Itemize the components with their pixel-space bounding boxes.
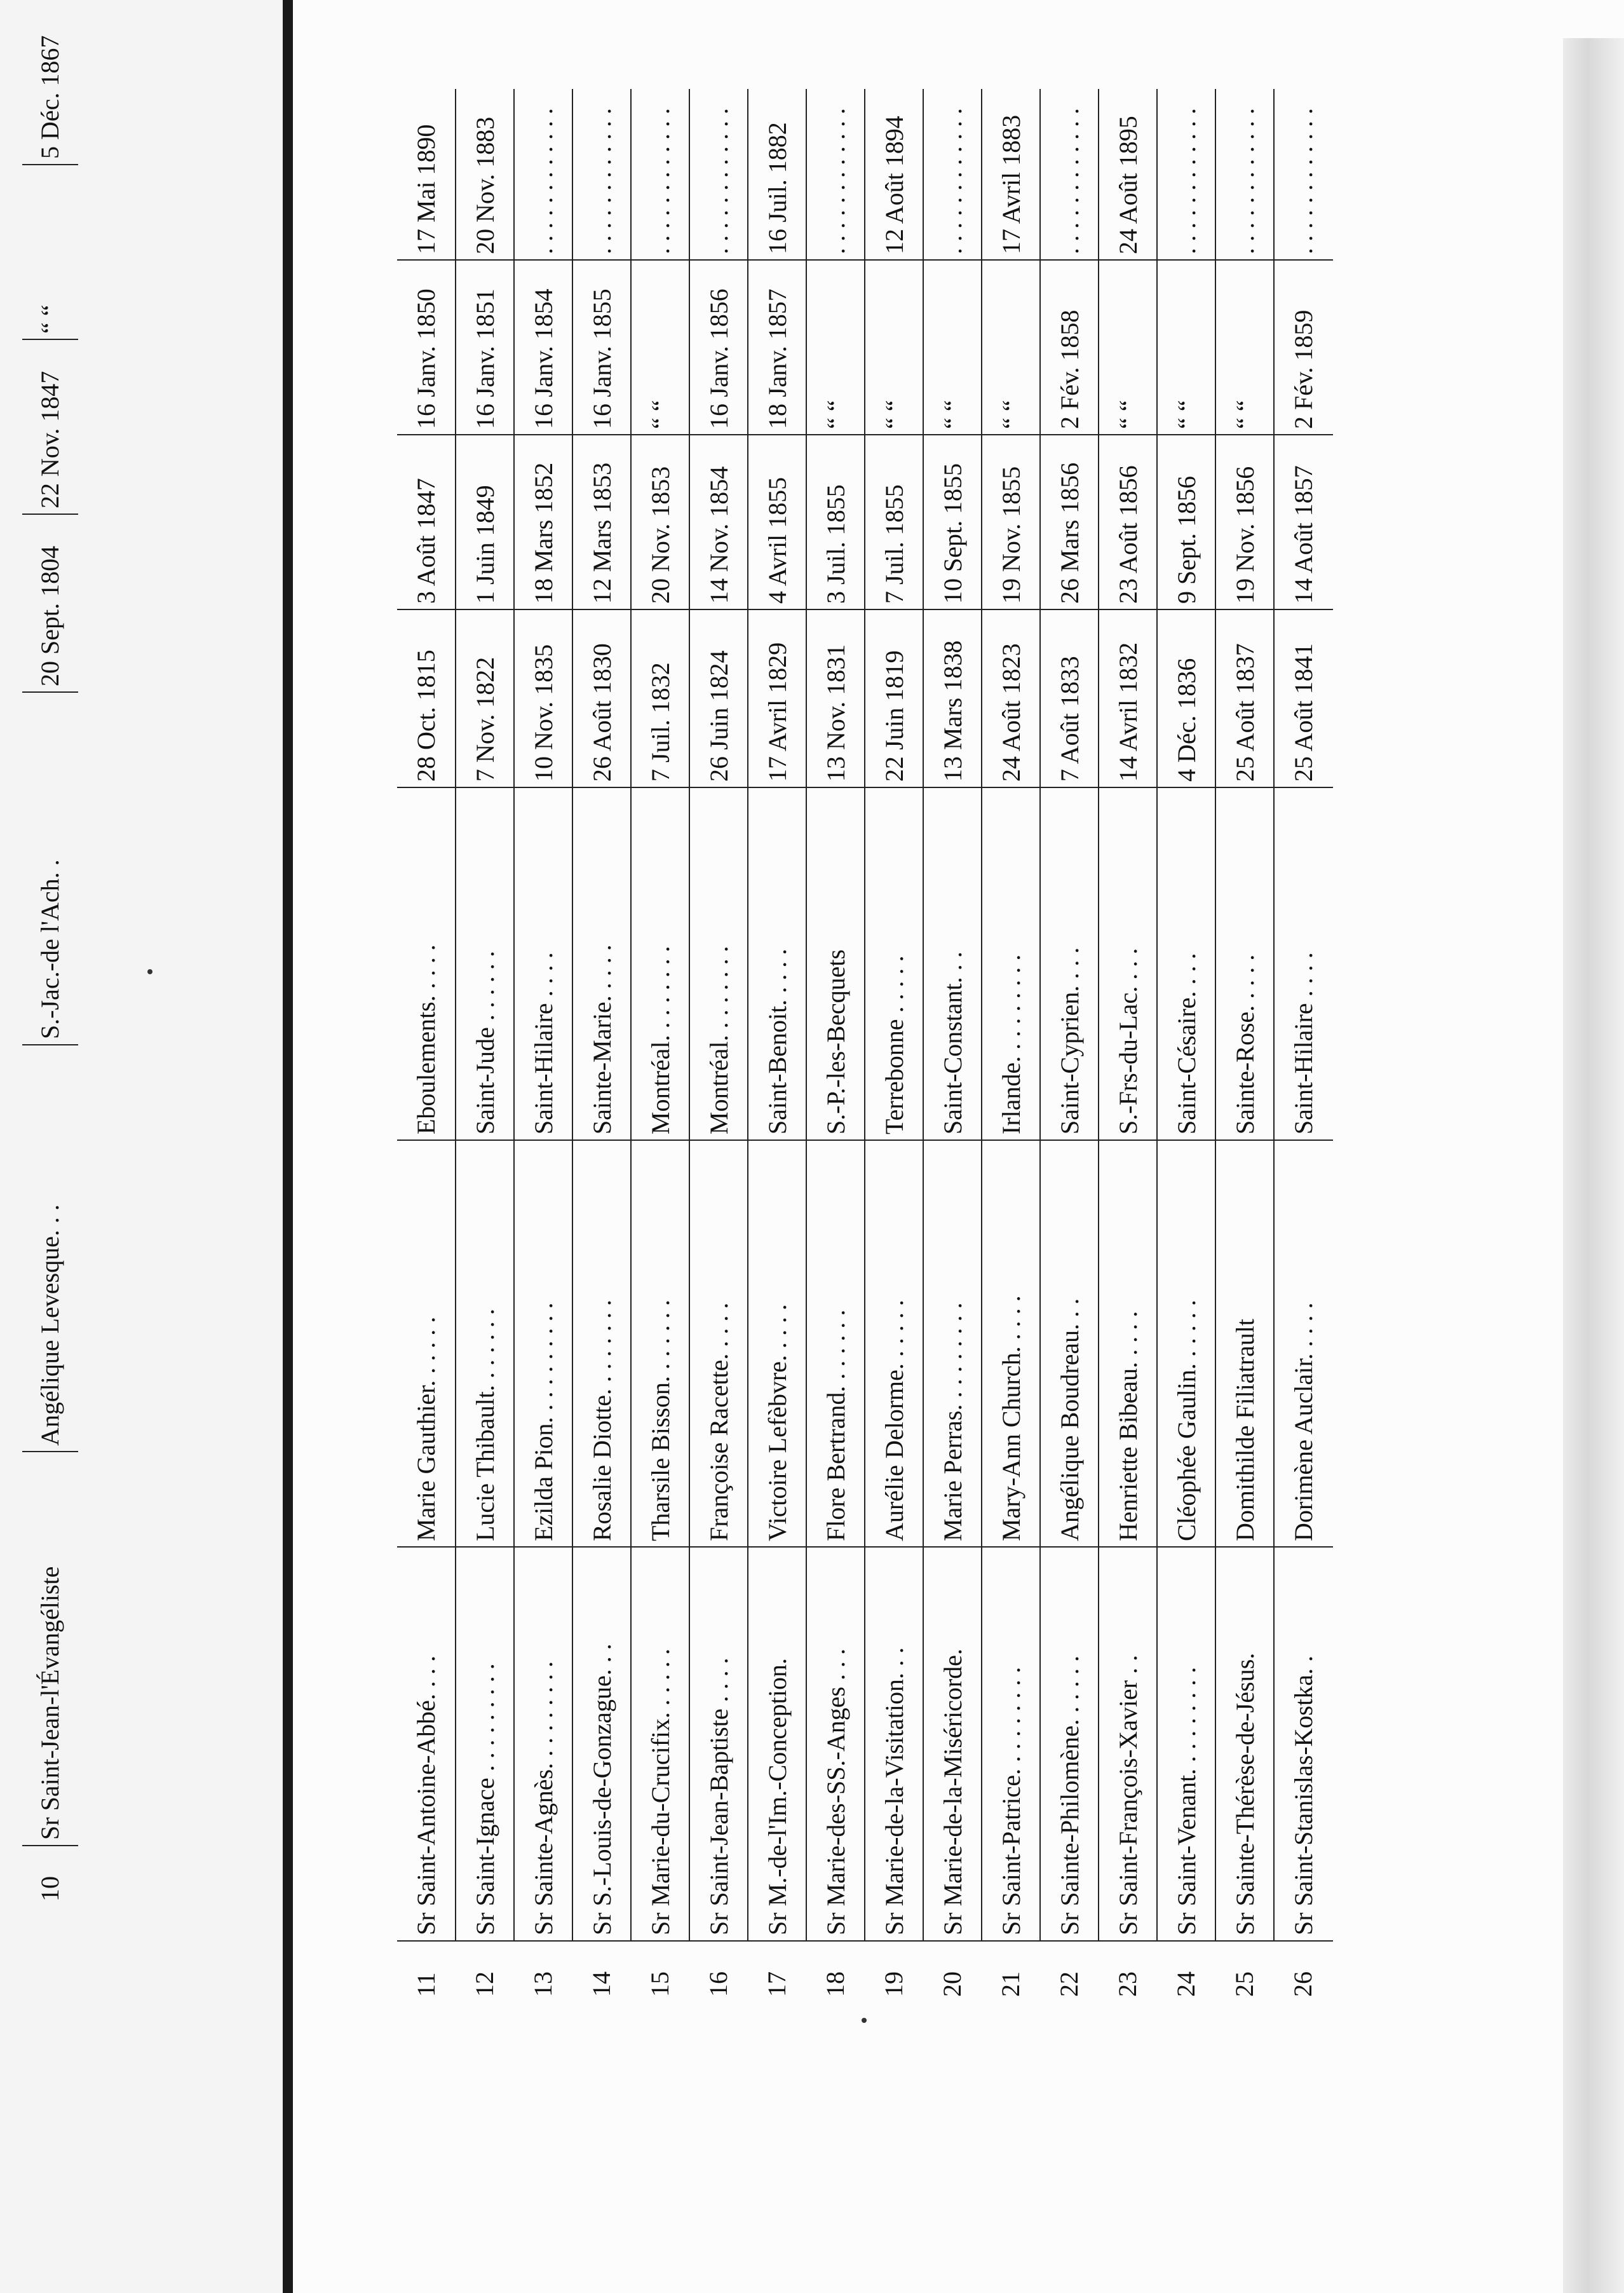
table-row	[22, 0, 78, 1907]
death-date: . . . . . . . . . . . .	[1215, 89, 1275, 261]
family-name: Domithilde Filiatrault	[1215, 1141, 1275, 1548]
profession-date: “ “	[1156, 261, 1216, 435]
row-number: 16	[704, 1971, 733, 1997]
death-date: 20 Nov. 1883	[455, 89, 515, 261]
table-row	[456, 89, 514, 2002]
profession-date: “ “	[864, 261, 924, 435]
entry-date: 9 Sept. 1856	[1156, 435, 1216, 610]
birthplace: Saint-Hilaire . . . .	[513, 788, 573, 1141]
table-row	[1215, 89, 1274, 2002]
row-number: 20	[938, 1971, 966, 1997]
page-edge	[1563, 38, 1624, 2293]
table-row	[631, 89, 689, 2002]
profession-date: 16 Janv. 1854	[513, 261, 573, 435]
religious-name: Sr Sainte-Agnès. . . . . . . . .	[513, 1548, 573, 1942]
death-date: . . . . . . . . . . . .	[1039, 89, 1099, 261]
birth-date: 26 Août 1830	[572, 610, 632, 788]
death-date: . . . . . . . . . . . .	[1156, 89, 1216, 261]
row-number: 24	[1172, 1971, 1200, 1997]
death-date: . . . . . . . . . . . .	[923, 89, 982, 261]
profession-date: 2 Fév. 1859	[1273, 261, 1333, 435]
death-date: . . . . . . . . . . . .	[689, 89, 748, 261]
birth-date: 13 Nov. 1831	[806, 610, 865, 788]
religious-name: Sr Saint-Venant. . . . . . . . .	[1156, 1548, 1216, 1942]
religious-name: Sr M.-de-l'Im.-Conception.	[747, 1548, 807, 1942]
birthplace: S.-P.-les-Becquets	[806, 788, 865, 1141]
religious-name: Sr Sainte-Thérèse-de-Jésus.	[1215, 1548, 1275, 1942]
birthplace: Saint-Hilaire . . . .	[1273, 788, 1333, 1141]
profession-date: 16 Janv. 1855	[572, 261, 632, 435]
birthplace: Saint-Césaire. . . .	[1156, 788, 1216, 1141]
entry-date: 19 Nov. 1856	[1215, 435, 1275, 610]
religious-name: Sr Saint-Antoine-Abbé. . . .	[397, 1548, 456, 1942]
family-name: Marie Gauthier. . . . . .	[397, 1141, 456, 1548]
entry-date: 22 Nov. 1847	[22, 340, 78, 515]
religious-name: Sr Sainte-Philomène. . . . . .	[1039, 1548, 1099, 1942]
birth-date: 4 Déc. 1836	[1156, 610, 1216, 788]
birthplace: S.-Jac.-de l'Ach. .	[22, 693, 78, 1045]
death-date: . . . . . . . . . . . .	[630, 89, 690, 261]
birthplace: Sainte-Marie. . . . .	[572, 788, 632, 1141]
birth-date: 28 Oct. 1815	[397, 610, 456, 788]
row-number: 21	[996, 1971, 1025, 1997]
row-number: 14	[587, 1971, 616, 1997]
birthplace: Saint-Cyprien. . . .	[1039, 788, 1099, 1141]
family-name: Victoire Lefèbvre. . . . .	[747, 1141, 807, 1548]
entry-date: 12 Mars 1853	[572, 435, 632, 610]
table-row	[397, 89, 456, 2002]
death-date: 24 Août 1895	[1098, 89, 1158, 261]
religious-name: Sr Saint-Patrice. . . . . . . . .	[981, 1548, 1041, 1942]
profession-date: “ “	[923, 261, 982, 435]
family-name: Marie Perras. . . . . . . . .	[923, 1141, 982, 1548]
row-number: 11	[412, 1972, 440, 1997]
birth-date: 25 Août 1841	[1273, 610, 1333, 788]
death-date: . . . . . . . . . . . .	[1273, 89, 1333, 261]
entry-date: 4 Avril 1855	[747, 435, 807, 610]
table-row	[514, 89, 572, 2002]
birthplace: Eboulements. . . . .	[397, 788, 456, 1141]
profession-date: “ “	[1215, 261, 1275, 435]
religious-name: Sr Marie-de-la-Visitation. . .	[864, 1548, 924, 1942]
death-date: 5 Déc. 1867	[22, 0, 78, 165]
family-name: Cléophée Gaulin. . . . . .	[1156, 1141, 1216, 1548]
table-row	[1274, 89, 1332, 2002]
profession-date: “ “	[981, 261, 1041, 435]
religious-name: Sr Marie-de-la-Miséricorde.	[923, 1548, 982, 1942]
entry-date: 7 Juil. 1855	[864, 435, 924, 610]
birth-date: 17 Avril 1829	[747, 610, 807, 788]
birth-date: 7 Nov. 1822	[455, 610, 515, 788]
death-date: 17 Avril 1883	[981, 89, 1041, 261]
profession-date: 16 Janv. 1851	[455, 261, 515, 435]
entry-date: 10 Sept. 1855	[923, 435, 982, 610]
birthplace: Irlande. . . . . . . . .	[981, 788, 1041, 1141]
religious-name: Sr Saint-Jean-l'Évangéliste	[22, 1452, 78, 1846]
birthplace: Saint-Jude . . . . . .	[455, 788, 515, 1141]
entry-date: 20 Nov. 1853	[630, 435, 690, 610]
table-row	[1099, 89, 1157, 2002]
family-name: Angélique Levesque. . .	[22, 1045, 78, 1452]
row-number: 22	[1055, 1971, 1083, 1997]
birthplace: Terrebonne . . . . .	[864, 788, 924, 1141]
row-number: 17	[762, 1971, 791, 1997]
birth-date: 26 Juin 1824	[689, 610, 748, 788]
entry-date: 26 Mars 1856	[1039, 435, 1099, 610]
family-name: Françoise Racette. . . . .	[689, 1141, 748, 1548]
profession-date: 16 Janv. 1850	[397, 261, 456, 435]
family-name: Henriette Bibeau. . . . .	[1098, 1141, 1158, 1548]
previous-page-table	[22, 0, 78, 1907]
row-number: 26	[1289, 1971, 1317, 1997]
row-number: 25	[1230, 1971, 1259, 1997]
family-name: Lucie Thibault. . . . . . .	[455, 1141, 515, 1548]
birth-date: 20 Sept. 1804	[22, 515, 78, 693]
profession-date: 2 Fév. 1858	[1039, 261, 1099, 435]
table-row	[982, 89, 1040, 2002]
family-name: Aurélie Delorme. . . . . .	[864, 1141, 924, 1548]
death-date: . . . . . . . . . . . .	[572, 89, 632, 261]
table-row	[689, 89, 748, 2002]
birth-date: 13 Mars 1838	[923, 610, 982, 788]
family-name: Angélique Boudreau. . .	[1039, 1141, 1099, 1548]
family-name: Ezilda Pion. . . . . . . . . .	[513, 1141, 573, 1548]
birthplace: Saint-Constant. . .	[923, 788, 982, 1141]
religious-name: Sr Saint-Stanislas-Kostka. .	[1273, 1548, 1333, 1942]
table-row	[865, 89, 923, 2002]
family-name: Mary-Ann Church. . . . .	[981, 1141, 1041, 1548]
birthplace: Montréal. . . . . . . .	[689, 788, 748, 1141]
birth-date: 22 Juin 1819	[864, 610, 924, 788]
religious-name: Sr Marie-du-Crucifix. . . . . .	[630, 1548, 690, 1942]
death-date: 17 Mai 1890	[397, 89, 456, 261]
row-number: 19	[879, 1971, 908, 1997]
family-name: Dorimène Auclair. . . . .	[1273, 1141, 1333, 1548]
entry-date: 18 Mars 1852	[513, 435, 573, 610]
religious-name: Sr S.-Louis-de-Gonzague. . .	[572, 1548, 632, 1942]
religious-name: Sr Saint-Jean-Baptiste . . . .	[689, 1548, 748, 1942]
speck	[147, 969, 152, 974]
table-row	[1040, 89, 1099, 2002]
religious-name: Sr Marie-des-SS.-Anges . . .	[806, 1548, 865, 1942]
profession-date: “ “	[22, 165, 78, 340]
page-gutter	[283, 0, 293, 2293]
birthplace: Sainte-Rose. . . . .	[1215, 788, 1275, 1141]
death-date: 12 Août 1894	[864, 89, 924, 261]
birth-date: 24 Août 1823	[981, 610, 1041, 788]
birth-date: 10 Nov. 1835	[513, 610, 573, 788]
entry-date: 1 Juin 1849	[455, 435, 515, 610]
row-number: 15	[646, 1971, 674, 1997]
table-row	[923, 89, 982, 2002]
family-name: Flore Bertrand. . . . . . .	[806, 1141, 865, 1548]
profession-date: 16 Janv. 1856	[689, 261, 748, 435]
family-name: Tharsile Bisson. . . . . . .	[630, 1141, 690, 1548]
birthplace: Saint-Benoit. . . . .	[747, 788, 807, 1141]
family-name: Rosalie Diotte. . . . . . . .	[572, 1141, 632, 1548]
entry-date: 3 Juil. 1855	[806, 435, 865, 610]
birth-date: 25 Août 1837	[1215, 610, 1275, 788]
table-row	[1157, 89, 1215, 2002]
birthplace: Montréal. . . . . . . .	[630, 788, 690, 1141]
profession-date: “ “	[1098, 261, 1158, 435]
birthplace: S.-Frs-du-Lac. . . .	[1098, 788, 1158, 1141]
entry-date: 14 Nov. 1854	[689, 435, 748, 610]
religious-name: Sr Saint-Ignace . . . . . . . . .	[455, 1548, 515, 1942]
death-date: . . . . . . . . . . . .	[513, 89, 573, 261]
table-row	[572, 89, 631, 2002]
row-number: 12	[470, 1971, 499, 1997]
table-row	[806, 89, 865, 2002]
register-table	[397, 89, 1332, 2002]
entry-date: 19 Nov. 1855	[981, 435, 1041, 610]
entry-date: 14 Août 1857	[1273, 435, 1333, 610]
profession-date: “ “	[630, 261, 690, 435]
entry-date: 23 Août 1856	[1098, 435, 1158, 610]
profession-date: 18 Janv. 1857	[747, 261, 807, 435]
birth-date: 7 Août 1833	[1039, 610, 1099, 788]
entry-date: 3 Août 1847	[397, 435, 456, 610]
death-date: . . . . . . . . . . . .	[806, 89, 865, 261]
religious-name: Sr Saint-François-Xavier . .	[1098, 1548, 1158, 1942]
row-number: 18	[821, 1971, 849, 1997]
profession-date: “ “	[806, 261, 865, 435]
speck	[862, 2018, 867, 2023]
row-number: 13	[529, 1971, 557, 1997]
death-date: 16 Juil. 1882	[747, 89, 807, 261]
birth-date: 14 Avril 1832	[1098, 610, 1158, 788]
table-row	[748, 89, 806, 2002]
birth-date: 7 Juil. 1832	[630, 610, 690, 788]
row-number: 10	[36, 1876, 64, 1902]
row-number: 23	[1113, 1971, 1142, 1997]
